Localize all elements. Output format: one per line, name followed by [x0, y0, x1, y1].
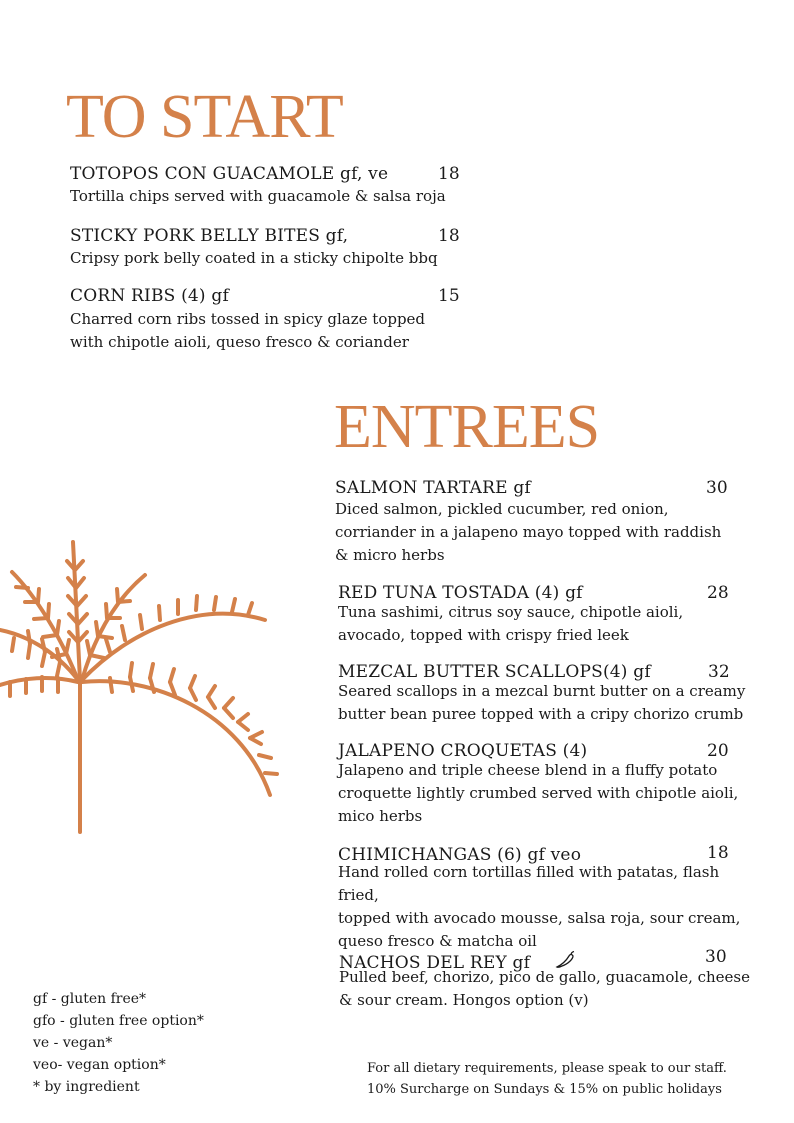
menu-item-chimichangas — [338, 843, 758, 950]
legend-item: veo- vegan option* — [33, 1057, 166, 1073]
item-price: 18 — [438, 226, 460, 246]
item-price: 18 — [438, 164, 460, 184]
item-price: 32 — [708, 662, 730, 682]
item-name: SALMON TARTARE gf — [335, 478, 531, 498]
menu-item-croquetas — [338, 741, 758, 831]
menu-item-pork-belly — [70, 226, 460, 276]
item-name: MEZCAL BUTTER SCALLOPS(4) gf — [338, 662, 651, 682]
footer-line: 10% Surcharge on Sundays & 15% on public holidays — [367, 1082, 722, 1097]
chili-pepper-icon — [554, 950, 576, 970]
item-description: Diced salmon, pickled cucumber, red onion, corriander in a jalapeno mayo topped with raddish & micro herbs — [335, 500, 722, 564]
palm-tree-icon — [0, 530, 310, 840]
item-description: Charred corn ribs tossed in spicy glaze topped with chipotle aioli, queso fresco & coriander — [70, 310, 426, 351]
legend-item: ve - vegan* — [33, 1035, 113, 1051]
item-name: CORN RIBS (4) gf — [70, 286, 229, 306]
menu-item-nachos — [339, 947, 759, 1017]
item-price: 15 — [438, 286, 460, 306]
item-description: Pulled beef, chorizo, pico de gallo, guacamole, cheese & sour cream. Hongos option (v) — [339, 968, 750, 1009]
entrees-heading: ENTREES — [334, 393, 600, 461]
item-name: CHIMICHANGAS (6) gf veo — [338, 845, 582, 865]
item-name: NACHOS DEL REY gf — [339, 953, 531, 973]
item-description: Hand rolled corn tortillas filled with patatas, flash fried, topped with avocado mousse, salsa roja, sour cream, queso fresco & matcha oil — [338, 863, 741, 950]
item-price: 30 — [706, 478, 728, 498]
item-description: Tuna sashimi, citrus soy sauce, chipotle aioli, avocado, topped with crispy fried leek — [338, 603, 684, 644]
item-description: Seared scallops in a mezcal burnt butter on a creamy butter bean puree topped with a cripy chorizo crumb — [338, 682, 746, 723]
legend-item: gf - gluten free* — [33, 991, 147, 1007]
item-name: TOTOPOS CON GUACAMOLE gf, ve — [70, 164, 389, 184]
legend-item: * by ingredient — [33, 1079, 140, 1095]
item-description: Tortilla chips served with guacamole & salsa roja — [70, 187, 446, 205]
item-name: JALAPENO CROQUETAS (4) — [338, 741, 588, 761]
menu-item-tuna-tostada — [338, 583, 738, 647]
item-name: RED TUNA TOSTADA (4) gf — [338, 583, 583, 603]
item-price: 20 — [707, 741, 729, 761]
menu-item-corn-ribs — [70, 286, 470, 356]
legend-item: gfo - gluten free option* — [33, 1013, 204, 1029]
footer-note — [367, 1058, 727, 1100]
item-description: Cripsy pork belly coated in a sticky chipolte bbq — [70, 249, 438, 267]
dietary-legend — [33, 988, 204, 1098]
item-price: 28 — [707, 583, 729, 603]
menu-item-totopos — [70, 164, 460, 214]
item-price: 30 — [705, 947, 727, 967]
to-start-heading: TO START — [66, 83, 343, 151]
menu-item-salmon-tartare — [335, 478, 735, 568]
menu-item-scallops — [338, 662, 758, 726]
item-price: 18 — [707, 843, 729, 863]
footer-line: For all dietary requirements, please speak to our staff. — [367, 1061, 727, 1076]
item-description: Jalapeno and triple cheese blend in a fluffy potato croquette lightly crumbed served with chipotle aioli, mico herbs — [338, 761, 739, 825]
item-name: STICKY PORK BELLY BITES gf, — [70, 226, 349, 246]
